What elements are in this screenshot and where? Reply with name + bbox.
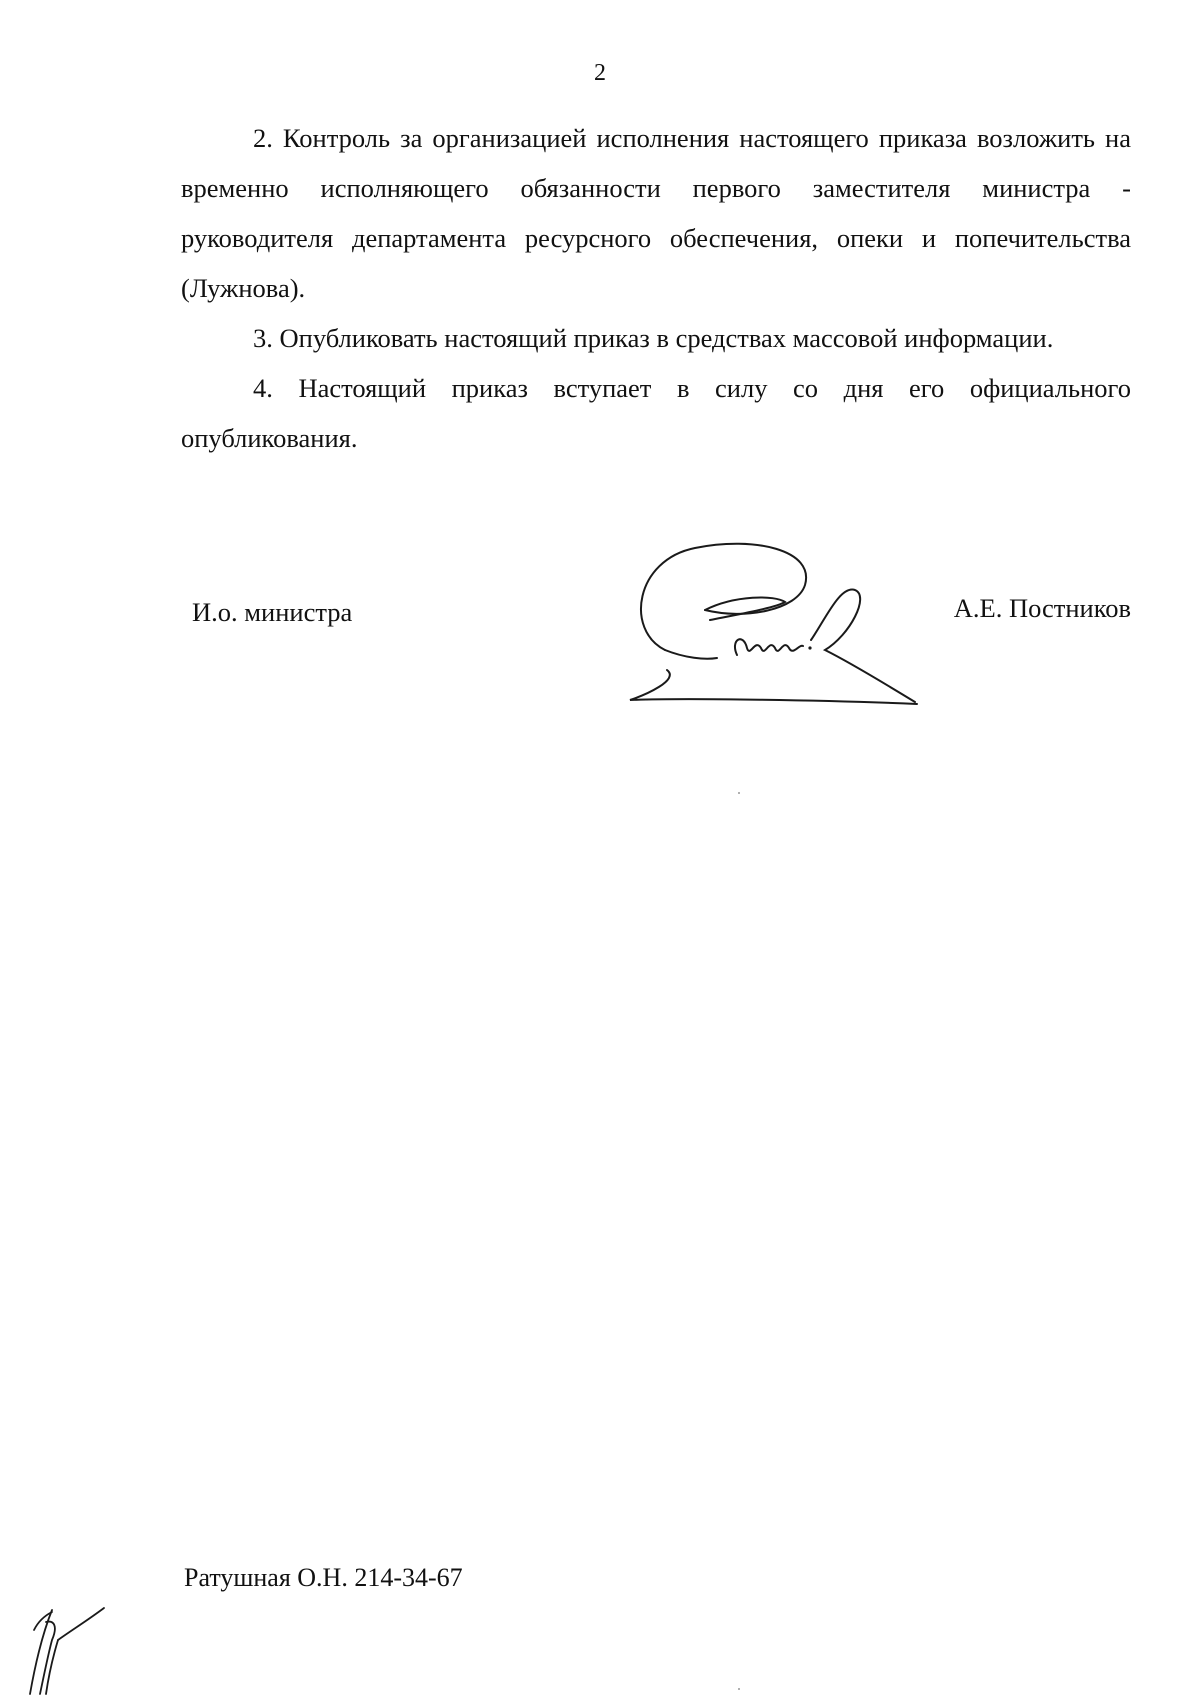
scan-speck — [738, 1688, 740, 1690]
executor-contact: Ратушная О.Н. 214-34-67 — [184, 1563, 463, 1592]
signatory-title: И.о. министра — [192, 597, 353, 627]
scan-speck — [738, 792, 740, 794]
paragraph-control: 2. Контроль за организацией исполнения настоящего приказа возложить на временно исполняющего обязанности первого заместителя министра - руководителя департамента ресурсного обеспечения, опеки и попечительства (Лужнова). — [181, 123, 1131, 303]
handwritten-initials — [22, 1600, 110, 1696]
signatory-name: А.Е. Постников — [953, 593, 1131, 623]
paragraph-effective: 4. Настоящий приказ вступает в силу со дня его официального опубликования. — [181, 373, 1131, 453]
order-body — [181, 113, 1131, 463]
page-number: 2 — [594, 60, 606, 86]
paragraph-publish: 3. Опубликовать настоящий приказ в средствах массовой информации. — [253, 323, 1054, 353]
handwritten-signature — [625, 540, 930, 715]
